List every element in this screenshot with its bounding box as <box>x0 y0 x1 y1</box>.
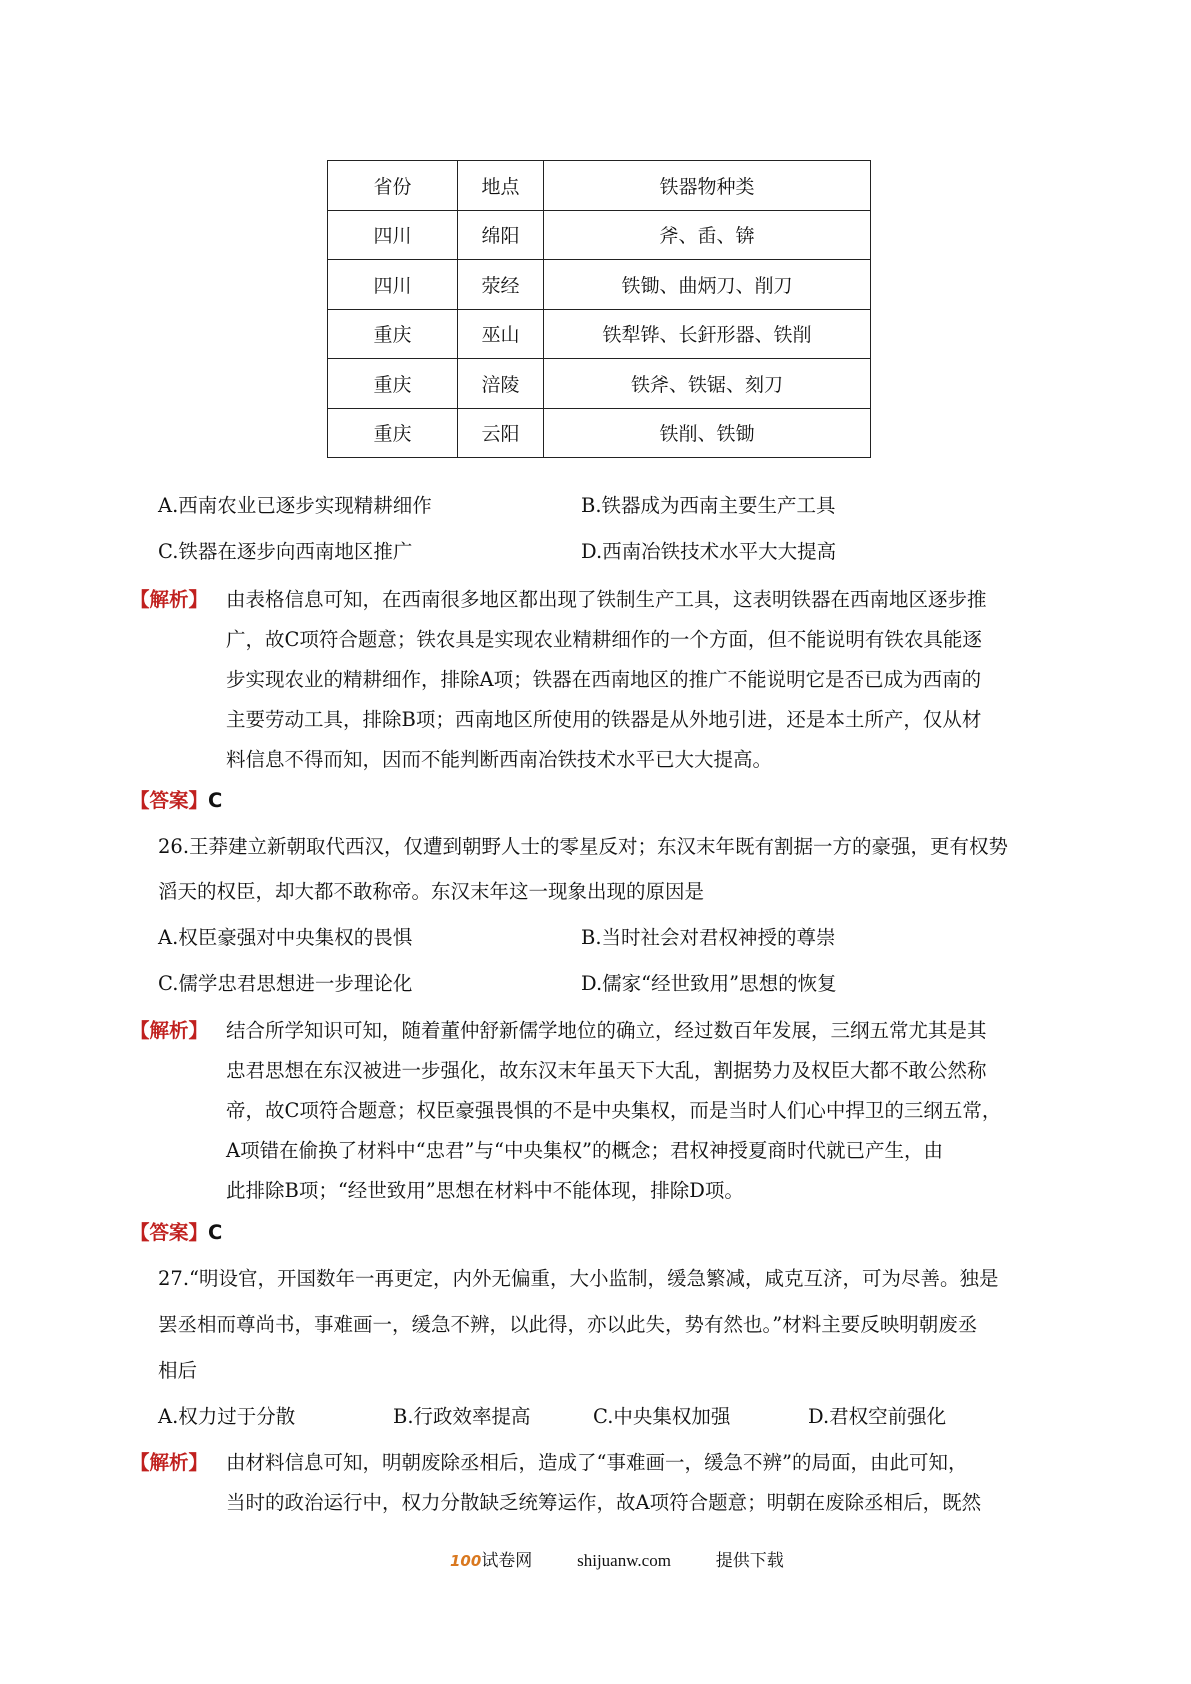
q25-option-d: D.西南冶铁技术水平大大提高 <box>581 540 837 563</box>
table-cell: 巫山 <box>458 309 544 359</box>
iron-tools-table <box>327 160 871 458</box>
q26-option-a: A.权臣豪强对中央集权的畏惧 <box>158 926 413 949</box>
table-cell: 重庆 <box>328 408 458 458</box>
q25-analysis-line: 步实现农业的精耕细作，排除A项；铁器在西南地区的推广不能说明它是否已成为西南的 <box>226 668 982 691</box>
q26-answer <box>130 1218 222 1248</box>
answer-letter: C <box>208 1221 223 1244</box>
table-cell: 荥经 <box>458 260 544 310</box>
table-row <box>328 408 871 458</box>
q26-option-b: B.当时社会对君权神授的尊崇 <box>581 926 836 949</box>
q27-analysis-tag: 【解析】 <box>130 1451 209 1474</box>
q25-analysis-line: 由表格信息可知，在西南很多地区都出现了铁制生产工具，这表明铁器在西南地区逐步推 <box>226 588 987 611</box>
q27-option-a: A.权力过于分散 <box>158 1405 296 1428</box>
answer-tag: 【答案】 <box>130 789 209 812</box>
answer-letter: C <box>208 789 223 812</box>
q27-stem-line: 27.“明设官，开国数年一再更定，内外无偏重，大小监制，缓急繁减，咸克互济，可为尽善。独是 <box>158 1267 999 1290</box>
q27-analysis-line: 当时的政治运行中，权力分散缺乏统筹运作，故A项符合题意；明朝在废除丞相后，既然 <box>226 1491 982 1514</box>
site-name: 试卷网 <box>481 1551 533 1571</box>
q26-option-c: C.儒学忠君思想进一步理论化 <box>158 972 413 995</box>
table-cell: 重庆 <box>328 309 458 359</box>
q25-option-c: C.铁器在逐步向西南地区推广 <box>158 540 413 563</box>
q26-analysis-line: 忠君思想在东汉被进一步强化，故东汉末年虽天下大乱，割据势力及权臣大都不敢公然称 <box>226 1059 987 1082</box>
footer-note: 提供下载 <box>715 1551 784 1571</box>
q25-option-a: A.西南农业已逐步实现精耕细作 <box>158 494 432 517</box>
table-cell: 铁削、铁锄 <box>544 408 871 458</box>
q26-analysis-line: A项错在偷换了材料中“忠君”与“中央集权”的概念；君权神授夏商时代就已产生，由 <box>226 1139 943 1162</box>
table-cell: 绵阳 <box>458 210 544 260</box>
q26-analysis-line: 此排除B项；“经世致用”思想在材料中不能体现，排除D项。 <box>226 1179 744 1202</box>
answer-tag: 【答案】 <box>130 1221 209 1244</box>
table-cell: 斧、臿、锛 <box>544 210 871 260</box>
q27-option-d: D.君权空前强化 <box>808 1405 947 1428</box>
table-header-cell: 铁器物种类 <box>544 161 871 211</box>
table-cell: 四川 <box>328 210 458 260</box>
page-footer <box>450 1546 784 1571</box>
q26-stem-line: 26.王莽建立新朝取代西汉，仅遭到朝野人士的零星反对；东汉末年既有割据一方的豪强，更有权势 <box>158 835 1009 858</box>
q27-stem-line: 罢丞相而尊尚书，事难画一，缓急不辨，以此得，亦以此失，势有然也。”材料主要反映明朝废丞 <box>158 1313 978 1336</box>
table-cell: 铁斧、铁锯、刻刀 <box>544 359 871 409</box>
q27-option-c: C.中央集权加强 <box>593 1405 731 1428</box>
table-row <box>328 359 871 409</box>
table-cell: 重庆 <box>328 359 458 409</box>
table-header-cell: 地点 <box>458 161 544 211</box>
table-header-cell: 省份 <box>328 161 458 211</box>
q26-analysis-line: 帝，故C项符合题意；权臣豪强畏惧的不是中央集权，而是当时人们心中捍卫的三纲五常， <box>226 1099 1002 1122</box>
q26-analysis-tag: 【解析】 <box>130 1019 209 1042</box>
q27-stem-line: 相后 <box>158 1359 198 1382</box>
q26-analysis-line: 结合所学知识可知，随着董仲舒新儒学地位的确立，经过数百年发展，三纲五常尤其是其 <box>226 1019 987 1042</box>
q26-option-d: D.儒家“经世致用”思想的恢复 <box>581 972 837 995</box>
q27-option-b: B.行政效率提高 <box>393 1405 531 1428</box>
q25-analysis-tag: 【解析】 <box>130 588 209 611</box>
table-cell: 涪陵 <box>458 359 544 409</box>
table-row <box>328 309 871 359</box>
q25-answer <box>130 786 222 816</box>
q25-analysis-line: 主要劳动工具，排除B项；西南地区所使用的铁器是从外地引进，还是本土所产，仅从材 <box>226 708 982 731</box>
table-row <box>328 210 871 260</box>
q25-analysis-line: 广，故C项符合题意；铁农具是实现农业精耕细作的一个方面，但不能说明有铁农具能逐 <box>226 628 982 651</box>
site-url[interactable]: shijuanw.com <box>577 1551 671 1570</box>
table-row <box>328 260 871 310</box>
table-cell: 铁犁铧、长釬形器、铁削 <box>544 309 871 359</box>
q25-analysis-line: 料信息不得而知，因而不能判断西南冶铁技术水平已大大提高。 <box>226 748 773 771</box>
table-cell: 云阳 <box>458 408 544 458</box>
q27-analysis-line: 由材料信息可知，明朝废除丞相后，造成了“事难画一，缓急不辨”的局面，由此可知， <box>226 1451 968 1474</box>
table-header-row <box>328 161 871 211</box>
q25-option-b: B.铁器成为西南主要生产工具 <box>581 494 836 517</box>
table-cell: 铁锄、曲炳刀、削刀 <box>544 260 871 310</box>
table-cell: 四川 <box>328 260 458 310</box>
site-logo: 100 <box>450 1552 482 1570</box>
q26-stem-line: 滔天的权臣，却大都不敢称帝。东汉末年这一现象出现的原因是 <box>158 880 705 903</box>
